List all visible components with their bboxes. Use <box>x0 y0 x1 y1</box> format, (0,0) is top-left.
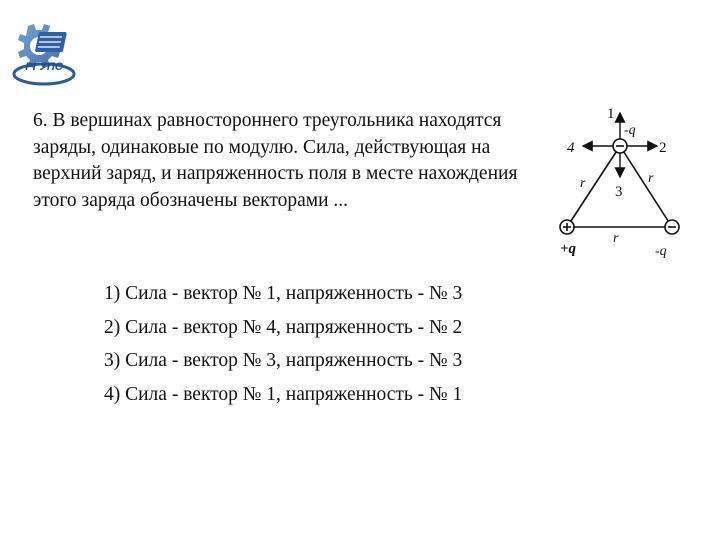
vector-2-label: 2 <box>659 140 667 156</box>
answer-option-1[interactable]: 1) Сила - вектор № 1, напряженность - № 3 <box>104 283 463 304</box>
university-logo <box>4 18 86 92</box>
top-charge-label: -q <box>624 123 636 138</box>
answer-options <box>104 277 462 411</box>
triangle-side-left <box>567 146 620 227</box>
logo-text: РГУПС <box>25 61 63 73</box>
answer-option-3[interactable]: 3) Сила - вектор № 3, напряженность - № 3 <box>104 350 463 371</box>
left-charge-label: +q <box>560 241 577 257</box>
charge-triangle-diagram <box>545 100 695 265</box>
triangle-side-right <box>620 146 672 227</box>
vector-4-label: 4 <box>567 140 575 156</box>
question-block <box>33 108 548 214</box>
right-charge-label: -q <box>655 244 667 259</box>
vector-1-label: 1 <box>607 106 615 122</box>
vector-3-label: 3 <box>615 184 623 200</box>
side-label-right: r <box>648 171 654 186</box>
question-text: 6. В вершинах равностороннего треугольника находятся заряды, одинаковые по модулю. Сила, действующая на верхний заряд, и напряженность поля в месте нахождения этого заряда обозначены векторами ... <box>33 110 518 211</box>
side-label-bottom: r <box>613 231 619 246</box>
answer-option-4[interactable]: 4) Сила - вектор № 1, напряженность - № 1 <box>104 383 463 405</box>
answer-option-2[interactable]: 2) Сила - вектор № 4, напряженность - № 2 <box>104 316 463 338</box>
side-label-left: r <box>580 176 586 191</box>
